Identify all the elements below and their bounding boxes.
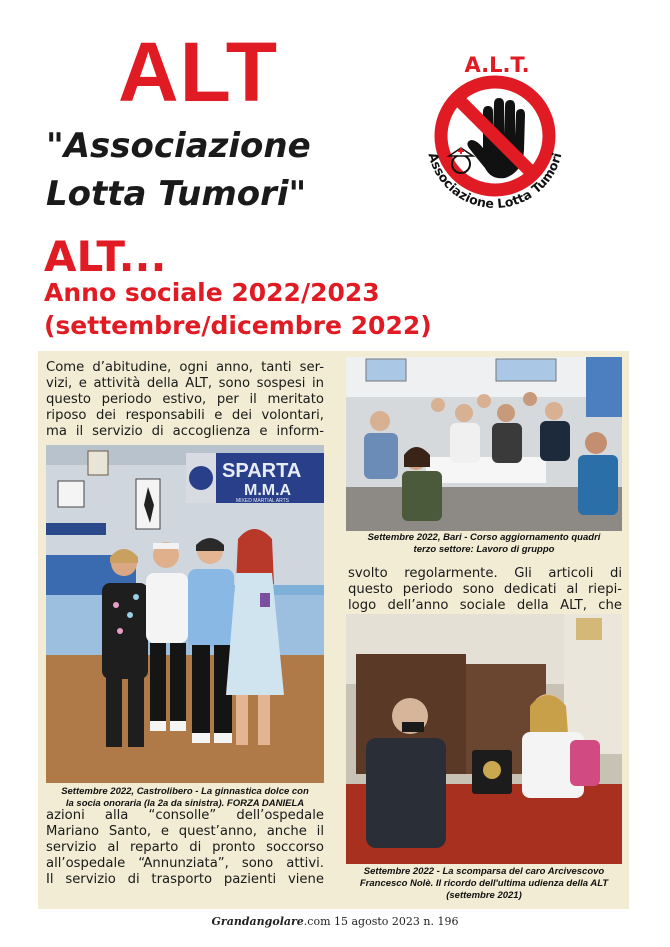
- banner-text-1: SPARTA: [222, 460, 302, 482]
- text-line: questo periodo sono dedicati al riepi-: [348, 582, 622, 597]
- footer-issue: .com 15 agosto 2023 n. 196: [303, 915, 459, 928]
- main-title: ALT: [117, 25, 279, 119]
- archbishop-photo: [346, 614, 622, 864]
- year-heading-line2: (settembre/dicembre 2022): [44, 311, 432, 340]
- text-line: logo dell’anno sociale della ALT, che: [348, 598, 622, 613]
- caption-line: la socia onoraria (la 2a da sinistra). FORZA DANIELA: [65, 798, 305, 809]
- gym-photo: [46, 445, 324, 783]
- text-line: ma il servizio di accoglienza e inform-: [46, 424, 324, 439]
- text-line: svolto regolarmente. Gli articoli di: [348, 566, 622, 581]
- text-line: Come d’abitudine, ogni anno, tanti ser-: [46, 360, 324, 375]
- logo-ring-text: Associazione Lotta Tumori: [425, 150, 565, 212]
- section-heading: ALT...: [44, 232, 167, 281]
- text-line: vizi, e attività della ALT, sono sospesi in: [46, 376, 324, 391]
- text-line: Il servizio di trasporto pazienti viene: [46, 872, 324, 887]
- caption-line: (settembre 2021): [446, 890, 522, 901]
- meeting-caption: [346, 532, 622, 556]
- association-name-line2: Lotta Tumori": [46, 174, 307, 214]
- text-line: Mariano Santo, e quest’anno, anche il: [46, 824, 324, 839]
- caption-line: Settembre 2022, Castrolibero - La ginnastica dolce con: [61, 786, 309, 797]
- article-text-summary: [348, 566, 622, 614]
- caption-line: terzo settore: Lavoro di gruppo: [413, 544, 555, 555]
- gym-caption: [46, 786, 324, 810]
- caption-line: Settembre 2022 - La scomparsa del caro Arcivescovo: [363, 866, 605, 877]
- text-line: servizio al reparto di pronto soccorso: [46, 840, 324, 855]
- alt-logo: [405, 44, 585, 224]
- text-line: azioni alla “consolle” dell’ospedale: [46, 808, 324, 823]
- text-line: all’ospedale “Annunziata”, sono attivi.: [46, 856, 324, 871]
- caption-line: Settembre 2022, Bari - Corso aggiornamento quadri: [367, 532, 601, 543]
- page-footer: [0, 915, 670, 928]
- logo-top-text: A.L.T.: [464, 53, 530, 77]
- article-text-services: [46, 808, 324, 888]
- text-line: riposo dei responsabili e dei volontari,: [46, 408, 324, 423]
- association-name-line1: "Associazione: [46, 126, 311, 166]
- meeting-photo: [346, 357, 622, 531]
- banner-text-2: M.M.A: [244, 482, 292, 499]
- caption-line: Francesco Nolè. Il ricordo dell'ultima udienza della ALT: [359, 878, 609, 889]
- banner-text-3: MIXED MARTIAL ARTS: [236, 498, 289, 504]
- article-text-intro: [46, 360, 324, 440]
- text-line: questo periodo estivo, per il meritato: [46, 392, 324, 407]
- year-heading-line1: Anno sociale 2022/2023: [44, 278, 380, 307]
- footer-brand: Grandangolare: [211, 915, 304, 928]
- archbishop-caption: [346, 866, 622, 902]
